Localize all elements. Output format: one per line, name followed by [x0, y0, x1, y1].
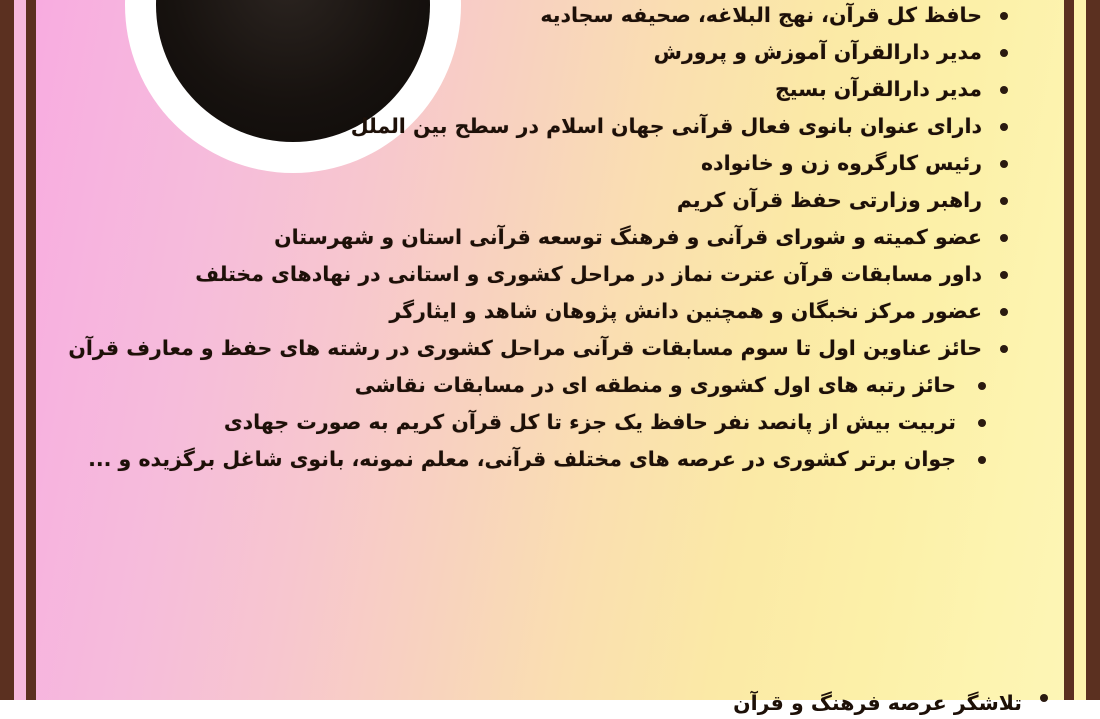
list-item: جوان برتر کشوری در عرصه های مختلف قرآنی، معلم نمونه، بانوی شاغل برگزیده و ...	[56, 444, 1016, 476]
frame-left-inner-band	[26, 0, 36, 700]
list-item: عضور مرکز نخبگان و همچنین دانش پژوهان شاهد و ایثارگر	[56, 296, 1016, 328]
list-item: مدیر دارالقرآن آموزش و پرورش	[56, 37, 1016, 69]
list-item: حائز عناوین اول تا سوم مسابقات قرآنی مراحل کشوری در رشته های حفظ و معارف قرآن	[56, 333, 1016, 365]
list-item: راهبر وزارتی حفظ قرآن کریم	[56, 185, 1016, 217]
frame-right-inner-band	[1064, 0, 1074, 700]
list-item-partial: تلاشگر عرصه فرهنگ و قرآن	[62, 688, 1056, 706]
achievements-list	[56, 0, 1056, 481]
list-item: داور مسابقات قرآن عترت نماز در مراحل کشوری و استانی در نهادهای مختلف	[56, 259, 1016, 291]
list-item: مدیر دارالقرآن بسیج	[56, 74, 1016, 106]
frame-left-outer-band	[0, 0, 14, 700]
list-item: عضو کمیته و شورای قرآنی و فرهنگ توسعه قرآنی استان و شهرستان	[56, 222, 1016, 254]
list-item: تربیت بیش از پانصد نفر حافظ یک جزء تا کل قرآن کریم به صورت جهادی	[56, 407, 1016, 439]
list-item: حافظ کل قرآن، نهج البلاغه، صحیفه سجادیه	[56, 0, 1016, 32]
list-item: دارای عنوان بانوی فعال قرآنی جهان اسلام در سطح بین الملل	[56, 111, 1016, 143]
frame-right-gap-band	[1074, 0, 1086, 700]
list-item: حائز رتبه های اول کشوری و منطقه ای در مسابقات نقاشی	[56, 370, 1016, 402]
frame-right-outer-band	[1086, 0, 1100, 700]
list-item: رئیس کارگروه زن و خانواده	[56, 148, 1016, 180]
frame-left-gap-band	[14, 0, 26, 700]
